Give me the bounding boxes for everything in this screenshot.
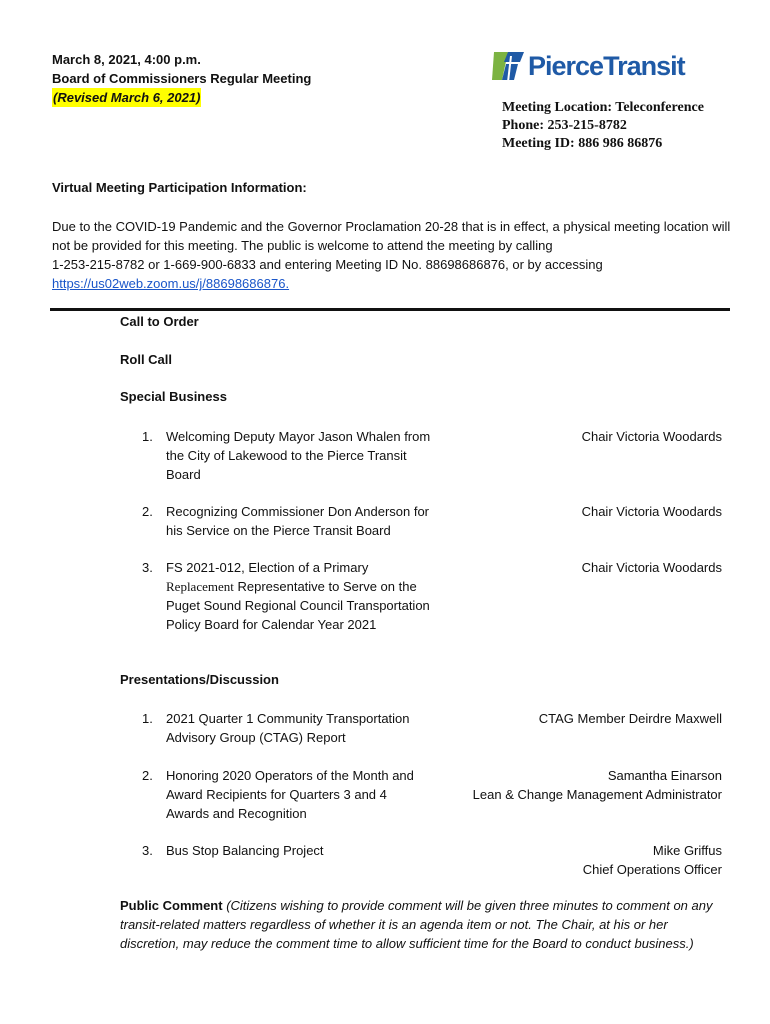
virtual-line-2: not be provided for this meeting. The public is welcome to attend the meeting by calling <box>52 238 553 253</box>
pierce-transit-logo-icon <box>490 48 526 84</box>
item-number: 3. <box>142 560 153 575</box>
item-text: Honoring 2020 Operators of the Month and Award Recipients for Quarters 3 and 4 Awards and Recognition <box>166 768 414 821</box>
item-text: Welcoming Deputy Mayor Jason Whalen from the City of Lakewood to the Pierce Transit Board <box>166 429 431 482</box>
item-text <box>166 558 431 634</box>
meeting-id: Meeting ID: 886 986 86876 <box>502 136 663 151</box>
item-text: Bus Stop Balancing Project <box>166 843 324 858</box>
meeting-title: Board of Commissioners Regular Meeting <box>52 71 312 86</box>
item-text-part: Replacement <box>166 579 234 594</box>
revised-note: (Revised March 6, 2021) <box>53 90 201 105</box>
meeting-header <box>52 50 311 107</box>
item-presenter: Chair Victoria Woodards <box>581 560 722 575</box>
meeting-date: March 8, 2021, 4:00 p.m. <box>52 52 201 67</box>
meeting-location: Meeting Location: Teleconference <box>502 100 704 115</box>
item-text-part: FS 2021-012, Election of a Primary <box>166 560 369 575</box>
item-text: Recognizing Commissioner Don Anderson for his Service on the Pierce Transit Board <box>166 504 430 538</box>
presenter-name: Mike Griffus <box>652 843 722 858</box>
item-presenter: Chair Victoria Woodards <box>581 429 722 444</box>
virtual-meeting-info <box>52 217 737 293</box>
item-presenter: CTAG Member Deirdre Maxwell <box>538 711 722 726</box>
item-number: 2. <box>142 768 153 783</box>
divider <box>50 308 730 311</box>
item-number: 3. <box>142 843 153 858</box>
item-number: 1. <box>142 429 153 444</box>
virtual-meeting-title: Virtual Meeting Participation Information: <box>52 180 307 195</box>
zoom-link[interactable]: https://us02web.zoom.us/j/88698686876. <box>52 276 290 291</box>
public-comment-label: Public Comment <box>120 898 223 913</box>
public-comment-text: (Citizens wishing to provide comment will be given three minutes to comment on any transit-related matters regardless of whether it is an agenda item or not. The Chair, at his or her discretion, may reduce the comment time to allow sufficient time for the Board to conduct business.) <box>120 898 713 951</box>
item-presenter: Chair Victoria Woodards <box>581 504 722 519</box>
pierce-transit-logo <box>490 46 695 86</box>
item-presenter <box>473 766 722 804</box>
roll-call: Roll Call <box>120 352 173 367</box>
presenter-title: Lean & Change Management Administrator <box>472 787 722 802</box>
logo-wordmark: PierceTransit <box>528 50 685 81</box>
item-number: 2. <box>142 504 153 519</box>
presentations-heading: Presentations/Discussion <box>120 672 279 687</box>
call-to-order: Call to Order <box>120 314 199 329</box>
item-text: 2021 Quarter 1 Community Transportation Advisory Group (CTAG) Report <box>166 711 410 745</box>
meeting-phone: Phone: 253-215-8782 <box>502 118 627 133</box>
special-business-heading: Special Business <box>120 389 227 404</box>
virtual-line-3: 1-253-215-8782 or 1-669-900-6833 and entering Meeting ID No. 88698686876, or by accessing <box>52 257 603 272</box>
presenter-title: Chief Operations Officer <box>582 862 722 877</box>
item-text-part: Representative to Serve on the Puget Sound Regional Council Transportation Policy Board for Calendar Year 2021 <box>166 579 430 632</box>
meeting-info <box>502 99 704 153</box>
presenter-name: Samantha Einarson <box>607 768 722 783</box>
item-presenter <box>583 841 722 879</box>
item-number: 1. <box>142 711 153 726</box>
public-comment <box>120 896 730 953</box>
virtual-line-1: Due to the COVID-19 Pandemic and the Governor Proclamation 20-28 that is in effect, a physical meeting location will <box>52 219 731 234</box>
